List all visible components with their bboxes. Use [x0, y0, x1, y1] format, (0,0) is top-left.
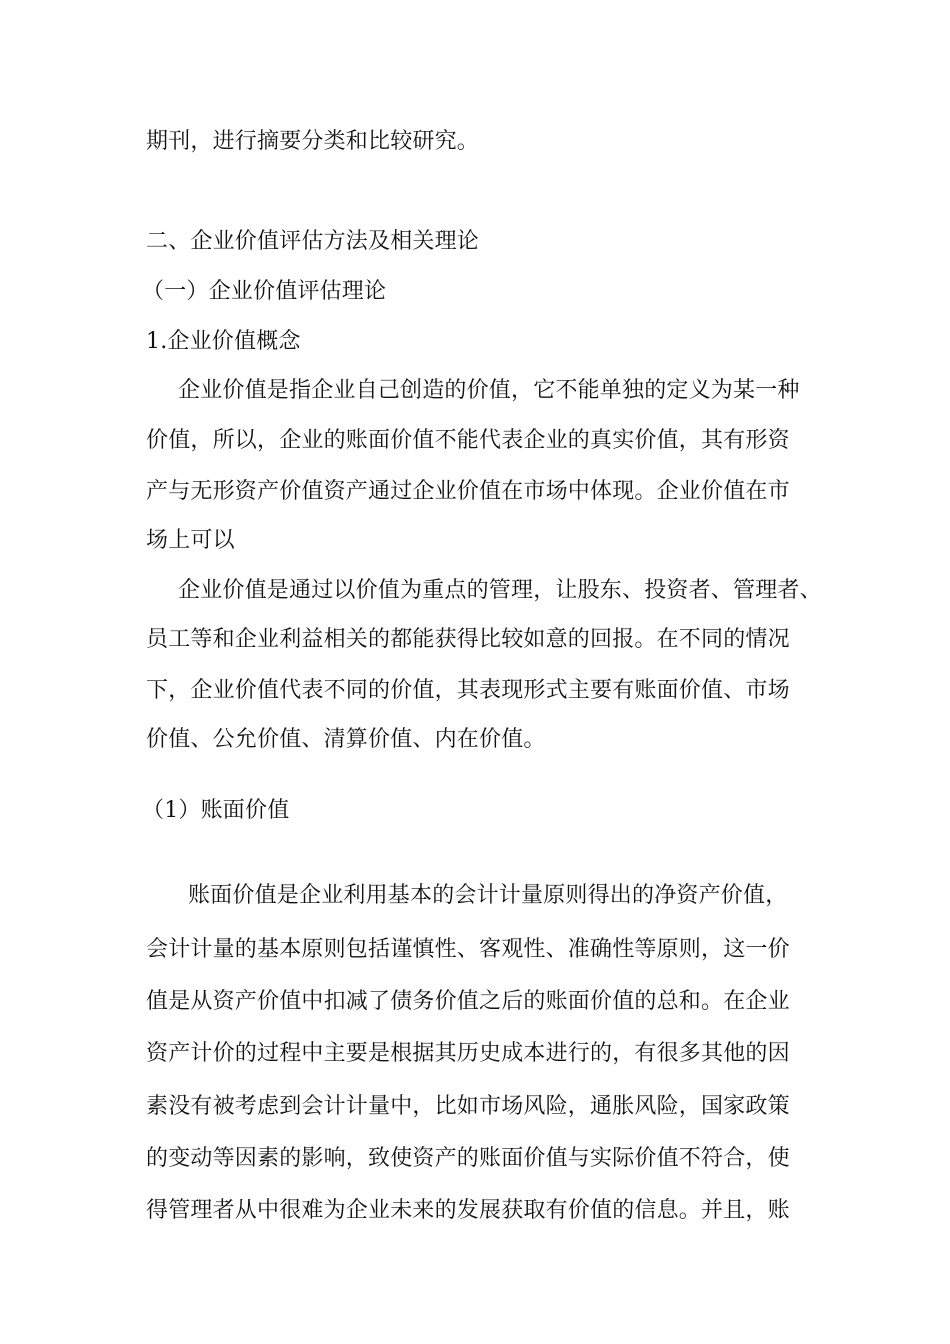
paragraph-line: 产与无形资产价值资产通过企业价值在市场中体现。企业价值在市 — [146, 479, 790, 504]
paragraph-line: 素没有被考虑到会计计量中，比如市场风险，通胀风险，国家政策 — [146, 1094, 790, 1119]
paragraph-line: 值是从资产价值中扣减了债务价值之后的账面价值的总和。在企业 — [146, 989, 790, 1014]
paragraph-line: 企业价值是通过以价值为重点的管理，让股东、投资者、管理者、 — [178, 578, 822, 603]
paragraph-line: 资产计价的过程中主要是根据其历史成本进行的，有很多其他的因 — [146, 1041, 790, 1066]
paragraph-line: 的变动等因素的影响，致使资产的账面价值与实际价值不符合，使 — [146, 1146, 790, 1171]
paragraph-line: 企业价值是指企业自己创造的价值，它不能单独的定义为某一种 — [178, 378, 800, 403]
section-heading: 二、企业价值评估方法及相关理论 — [146, 229, 480, 254]
paragraph-line: 会计计量的基本原则包括谨慎性、客观性、准确性等原则，这一价 — [146, 937, 790, 962]
paragraph-line: 得管理者从中很难为企业未来的发展获取有价值的信息。并且，账 — [146, 1198, 790, 1223]
subsubsection-heading: 1.企业价值概念 — [146, 329, 301, 354]
paragraph-line: 下，企业价值代表不同的价值，其表现形式主要有账面价值、市场 — [146, 678, 790, 703]
paragraph-line: 账面价值是企业利用基本的会计计量原则得出的净资产价值， — [188, 883, 788, 908]
paragraph-line: 价值，所以，企业的账面价值不能代表企业的真实价值，其有形资 — [146, 428, 790, 453]
item-heading: （1）账面价值 — [142, 798, 290, 823]
paragraph-line: 价值、公允价值、清算价值、内在价值。 — [146, 727, 546, 752]
paragraph-line: 场上可以 — [146, 528, 235, 553]
subsection-heading: （一）企业价值评估理论 — [142, 279, 387, 304]
body-text-line: 期刊，进行摘要分类和比较研究。 — [146, 129, 480, 154]
paragraph-line: 员工等和企业利益相关的都能获得比较如意的回报。在不同的情况 — [146, 627, 790, 652]
